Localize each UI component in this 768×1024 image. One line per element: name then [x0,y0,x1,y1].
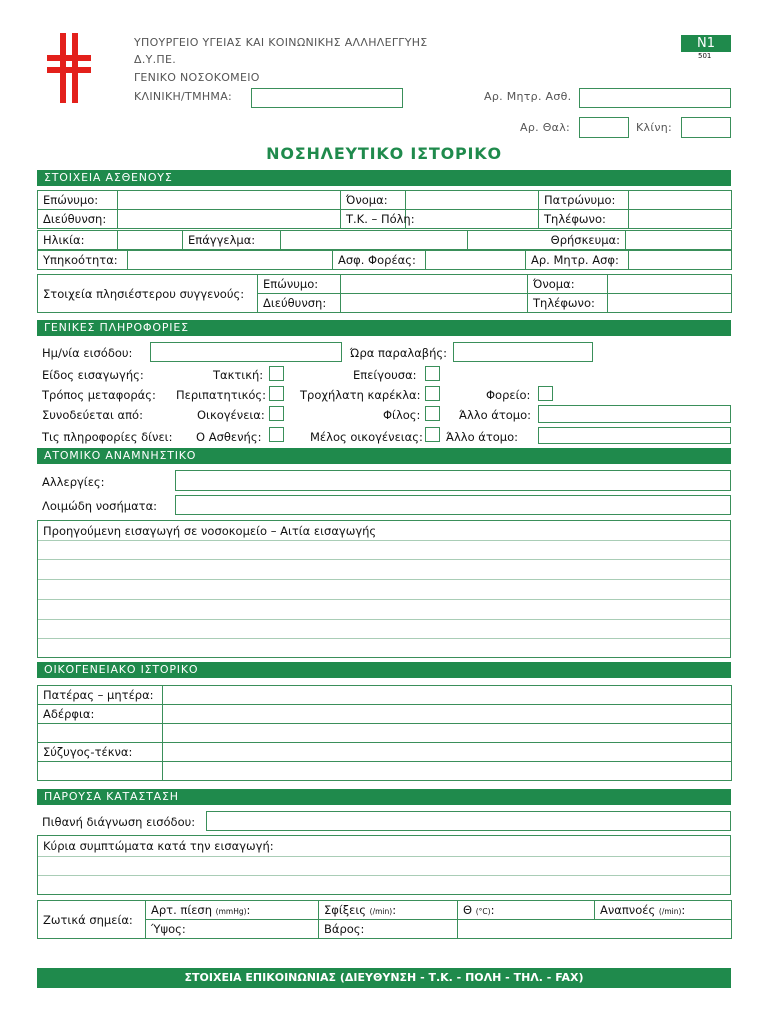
father-field[interactable] [629,191,732,210]
height-label: Ύψος: [151,922,186,936]
weight-label: Βάρος: [324,922,365,936]
siblings-field-2[interactable] [163,724,732,743]
red-cross-logo-icon [47,33,91,103]
father-label: Πατρώνυμο: [539,191,629,210]
relative-name-label: Όνομα: [528,275,608,294]
temp-label: Θ [463,903,473,917]
age-label: Ηλικία: [38,231,118,250]
resp-unit: (/min) [658,907,682,916]
table-row [38,705,732,724]
section-personal: ΑΤΟΜΙΚΟ ΑΝΑΜΝΗΣΤΙΚΟ [37,448,731,464]
address-field[interactable] [118,210,341,229]
table-row [38,762,732,781]
family-member-checkbox[interactable] [425,427,440,442]
infectious-label: Λοιμώδη νοσήματα: [42,499,158,513]
blood-pressure-field[interactable]: Αρτ. πίεση (mmHg): [146,901,319,920]
insurer-label: Ασφ. Φορέας: [333,251,426,270]
relative-phone-field[interactable] [608,294,732,313]
previous-admission-label: Προηγούμενη εισαγωγή σε νοσοκομείο – Αιτία εισαγωγής [43,524,377,538]
diagnosis-field[interactable] [206,811,731,831]
siblings-field[interactable] [163,705,732,724]
job-label: Επάγγελμα: [183,231,281,250]
table-row [38,743,732,762]
allergies-field[interactable] [175,470,731,491]
spouse-label: Σύζυγος-τέκνα: [38,743,163,762]
insurer-field[interactable] [426,251,526,270]
patient-reg-field[interactable] [579,88,731,108]
table-row [38,724,732,743]
clinic-field[interactable] [251,88,403,108]
insurance-reg-label: Αρ. Μητρ. Ασφ: [526,251,629,270]
relative-phone-label: Τηλέφωνο: [528,294,608,313]
name-label: Όνομα: [341,191,406,210]
table-row [38,191,732,210]
table-row [38,231,732,250]
other-person-field[interactable] [538,405,731,423]
citizenship-field[interactable] [128,251,333,270]
bp-label: Αρτ. πίεση [151,903,213,917]
name-field[interactable] [406,191,539,210]
respiration-field[interactable]: Αναπνοές (/min): [595,901,732,920]
vitals-label: Ζωτικά σημεία: [38,901,146,939]
symptoms-label: Κύρια συμπτώματα κατά την εισαγωγή: [43,839,274,853]
section-patient: ΣΤΟΙΧΕΙΑ ΑΣΘΕΝΟΥΣ [37,170,731,186]
relative-address-label: Διεύθυνση: [258,294,341,313]
religion-label: Θρήσκευμα: [468,231,626,250]
section-general: ΓΕΝΙΚΕΣ ΠΛΗΡΟΦΟΡΙΕΣ [37,320,731,336]
page-title: ΝΟΣΗΛΕΥΤΙΚΟ ΙΣΤΟΡΙΚΟ [266,144,502,163]
blank-label [38,762,163,781]
family-member-label: Μέλος οικογένειας: [310,430,423,444]
urgent-checkbox[interactable] [425,366,440,381]
surname-field[interactable] [118,191,341,210]
patient-table [37,190,732,229]
bed-label: Κλίνη: [636,121,673,134]
patient-informant-checkbox[interactable] [269,427,284,442]
wheelchair-checkbox[interactable] [425,386,440,401]
religion-field[interactable] [626,231,732,250]
bp-unit: (mmHg) [215,907,247,916]
accompanied-label: Συνοδεύεται από: [42,408,143,422]
other-informant-label: Άλλο άτομο: [446,430,519,444]
form-code-sub: 501 [698,52,712,60]
spouse-field-2[interactable] [163,762,732,781]
transport-label: Τρόπος μεταφοράς: [42,388,156,402]
relative-surname-field[interactable] [341,275,528,294]
urgent-label: Επείγουσα: [353,368,417,382]
pulse-field[interactable]: Σφίξεις (/min): [319,901,458,920]
phone-label: Τηλέφωνο: [539,210,629,229]
parents-label: Πατέρας – μητέρα: [38,686,163,705]
informant-label: Τις πληροφορίες δίνει: [42,430,173,444]
zip-city-label: Τ.Κ. – Πόλη: [341,210,406,229]
admission-type-label: Είδος εισαγωγής: [42,368,144,382]
address-label: Διεύθυνση: [38,210,118,229]
age-field[interactable] [118,231,183,250]
pulse-label: Σφίξεις [324,903,367,917]
footer-contact-bar: ΣΤΟΙΧΕΙΑ ΕΠΙΚΟΙΝΩΝΙΑΣ (ΔΙΕΥΘΥΝΣΗ - Τ.Κ. - ΠΟΛΗ - ΤΗΛ. - FAX) [37,968,731,988]
section-family: ΟΙΚΟΓΕΝΕΙΑΚΟ ΙΣΤΟΡΙΚΟ [37,662,731,678]
insurance-reg-field[interactable] [629,251,732,270]
scheduled-checkbox[interactable] [269,366,284,381]
other-person-label: Άλλο άτομο: [459,408,532,422]
siblings-label: Αδέρφια: [38,705,163,724]
friend-label: Φίλος: [383,408,421,422]
pulse-unit: (/min) [369,907,393,916]
relative-address-field[interactable] [341,294,528,313]
temperature-field[interactable]: Θ (°C): [458,901,595,920]
receive-time-label: Ώρα παραλαβής: [350,346,448,360]
hospital-name: ΓΕΝΙΚΟ ΝΟΣΟΚΟΜΕΙΟ [134,71,260,84]
temp-unit: (°C) [475,907,491,916]
patient-table-2 [37,230,732,250]
wheelchair-label: Τροχήλατη καρέκλα: [300,388,421,402]
entry-date-label: Ημ/νία εισόδου: [42,346,133,360]
vitals-blank-field[interactable] [458,920,732,939]
allergies-label: Αλλεργίες: [42,475,105,489]
family-table [37,685,732,781]
form-code-badge: Ν1 [681,35,731,52]
room-field[interactable] [579,117,629,138]
walking-checkbox[interactable] [269,386,284,401]
relative-label: Στοιχεία πλησιέστερου συγγενούς: [38,275,258,313]
entry-date-field[interactable] [150,342,342,362]
table-row [38,251,732,270]
relative-surname-label: Επώνυμο: [258,275,341,294]
parents-field[interactable] [163,686,732,705]
ministry-name: ΥΠΟΥΡΓΕΙΟ ΥΓΕΙΑΣ ΚΑΙ ΚΟΙΝΩΝΙΚΗΣ ΑΛΛΗΛΕΓΓΥΗΣ [134,36,428,49]
dype-label: Δ.Υ.ΠΕ. [134,53,177,66]
relative-name-field[interactable] [608,275,732,294]
patient-informant-label: Ο Ασθενής: [196,430,262,444]
citizenship-label: Υπηκοότητα: [38,251,128,270]
table-row [38,210,732,229]
symptoms-box[interactable] [37,835,731,895]
family-label: Οικογένεια: [197,408,265,422]
receive-time-field[interactable] [453,342,593,362]
friend-checkbox[interactable] [425,406,440,421]
scheduled-label: Τακτική: [213,368,264,382]
table-row [38,901,732,920]
patient-reg-label: Αρ. Μητρ. Ασθ. [484,90,572,103]
surname-label: Επώνυμο: [38,191,118,210]
spouse-field[interactable] [163,743,732,762]
weight-field[interactable] [319,920,458,939]
previous-admission-box[interactable] [37,520,731,658]
stretcher-label: Φορείο: [486,388,531,402]
room-label: Αρ. Θαλ: [520,121,571,134]
height-field[interactable] [146,920,319,939]
blank-label [38,724,163,743]
patient-table-3 [37,250,732,270]
relative-table [37,274,732,313]
section-current: ΠΑΡΟΥΣΑ ΚΑΤΑΣΤΑΣΗ [37,789,731,805]
walking-label: Περιπατητικός: [176,388,267,402]
bed-field[interactable] [681,117,731,138]
diagnosis-label: Πιθανή διάγνωση εισόδου: [42,815,196,829]
other-informant-field[interactable] [538,427,731,444]
table-row [38,275,732,294]
clinic-label: ΚΛΙΝΙΚΗ/ΤΜΗΜΑ: [134,90,233,103]
zip-city-field[interactable] [406,210,539,229]
phone-field[interactable] [629,210,732,229]
stretcher-checkbox[interactable] [538,386,553,401]
family-checkbox[interactable] [269,406,284,421]
job-field[interactable] [281,231,468,250]
vitals-table [37,900,732,939]
resp-label: Αναπνοές [600,903,656,917]
infectious-field[interactable] [175,495,731,515]
table-row [38,686,732,705]
